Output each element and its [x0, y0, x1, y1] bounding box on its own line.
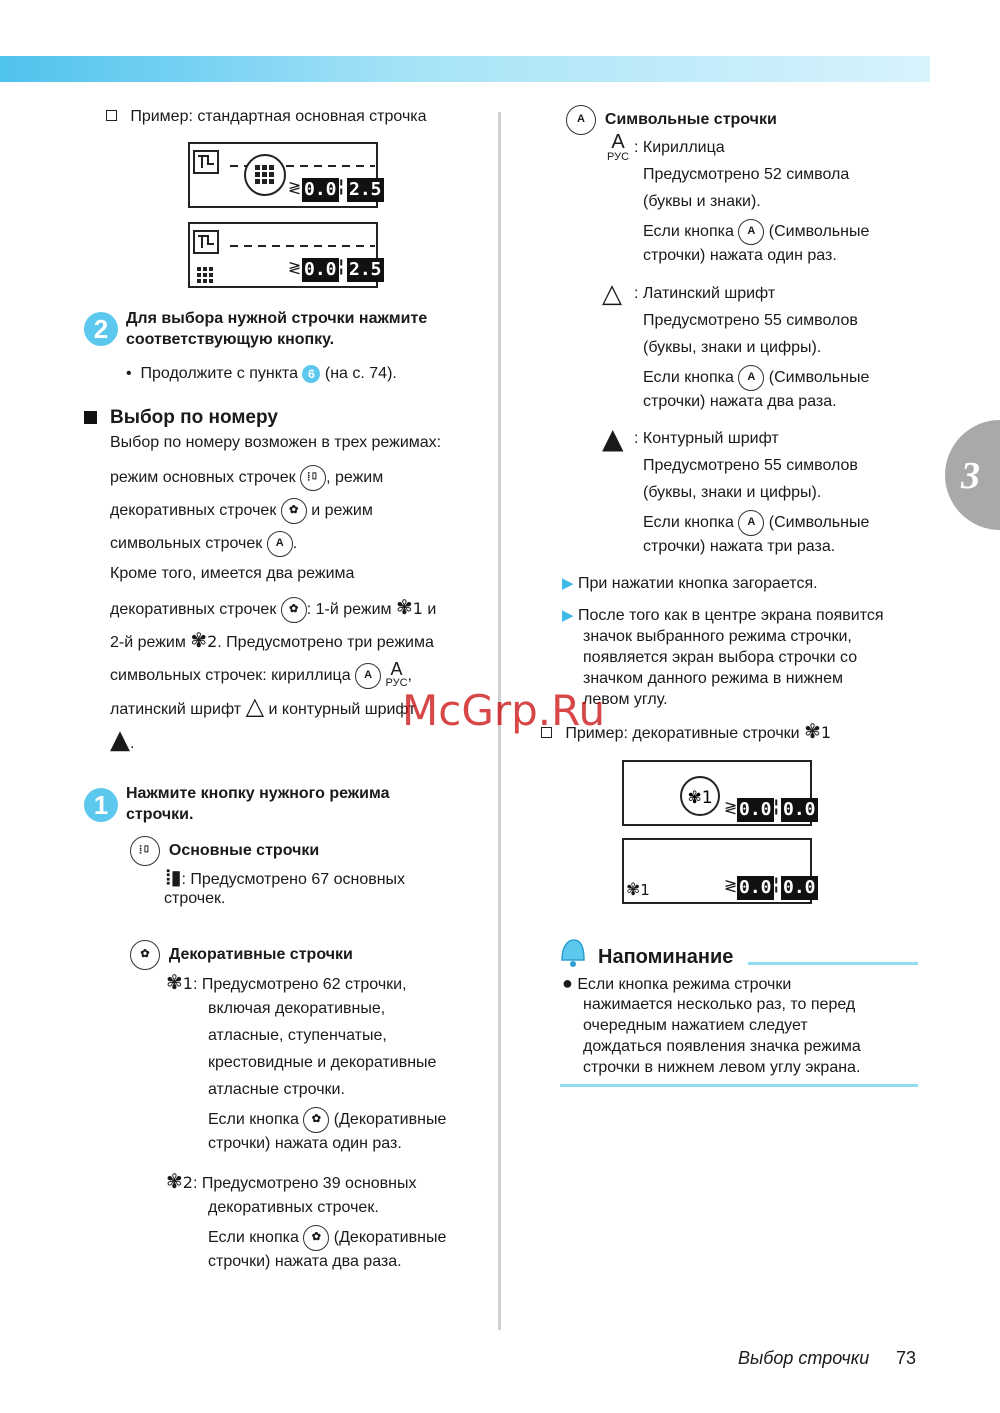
decorative-mode-center-icon — [678, 774, 722, 818]
outline-font-icon: ▲ — [110, 725, 130, 755]
deco-1-text-3: атласные, ступенчатые, — [208, 1027, 387, 1044]
deco-2-text-3: Если кнопка ✿ (Декоративные — [208, 1225, 446, 1251]
character-button-icon: A — [267, 531, 293, 557]
result-2: ▶ После того как в центре экрана появится — [562, 607, 884, 624]
width-value: 0.0 — [739, 799, 772, 820]
separator-icon: ¦ — [339, 258, 344, 275]
decorative-stitch-button-icon: ✿ — [303, 1225, 329, 1251]
cyrillic-label: : Кириллица — [634, 139, 725, 156]
zigzag-width-icon: ≷ — [288, 178, 302, 197]
character-stitch-heading: A Символьные строчки — [566, 105, 777, 135]
basic-stitch-mode-icon: ⦙▮ — [166, 865, 182, 889]
section-text-6: декоративных строчек ✿ : 1-й режим ✾1 и — [110, 597, 436, 623]
step-2-title-1: Для выбора нужной строчки нажмите — [126, 310, 428, 327]
latin-font-icon: △ — [602, 279, 622, 309]
decorative-mode-1-icon: ✾1 — [804, 719, 832, 743]
lcd-screen-3 — [622, 760, 816, 826]
length-value: 0.0 — [783, 877, 816, 898]
watermark: McGrp.Ru — [402, 686, 606, 735]
character-button-icon: A — [566, 105, 596, 135]
footer-section: Выбор строчки — [738, 1348, 870, 1368]
checkbox-icon — [106, 110, 117, 121]
deco-1-text-4: крестовидные и декоративные — [208, 1054, 437, 1071]
outline-text-3: Если кнопка A (Символьные — [643, 510, 869, 536]
width-value: 0.0 — [304, 179, 337, 200]
length-value: 2.5 — [349, 259, 382, 280]
character-button-icon: A — [355, 663, 381, 689]
lcd-screen-2 — [188, 222, 382, 288]
outline-text-1: Предусмотрено 55 символов — [643, 457, 858, 474]
latin-font-icon: △ — [245, 692, 265, 720]
lcd-screen-1 — [188, 142, 382, 208]
latin-text-3: Если кнопка A (Символьные — [643, 365, 869, 391]
result-2-line-5: левом углу. — [583, 691, 668, 708]
arrow-right-icon: ▶ — [562, 575, 574, 592]
deco-1-text-6: Если кнопка ✿ (Декоративные — [208, 1107, 446, 1133]
zigzag-width-icon: ≷ — [724, 876, 738, 895]
step-1-title-2: строчки. — [126, 806, 194, 823]
decorative-stitch-button-icon: ✿ — [130, 940, 160, 970]
character-button-icon: A — [738, 219, 764, 245]
deco-1-text-1: ✾1: Предусмотрено 62 строчки, — [166, 970, 407, 994]
step-2-number: 2 — [84, 312, 118, 346]
cyrillic-text-3: Если кнопка A (Символьные — [643, 219, 869, 245]
separator-icon: ¦ — [774, 876, 779, 893]
basic-stitch-text-1: ⦙▮: Предусмотрено 67 основных — [166, 865, 406, 889]
separator-icon: ¦ — [774, 798, 779, 815]
basic-stitch-text-2: строчек. — [164, 890, 226, 907]
cyrillic-font-icon: A РУС — [385, 658, 408, 689]
decorative-mode-1-icon: ✾1 — [166, 970, 193, 994]
outline-font-icon: ▲ — [602, 422, 624, 455]
note-text-3: очередным нажатием следует — [583, 1017, 808, 1034]
decorative-mode-1-icon: ✾1 — [626, 880, 650, 900]
decorative-mode-2-icon: ✾2 — [166, 1169, 193, 1193]
section-text-4: символьных строчек A . — [110, 531, 297, 557]
outline-text-4: строчки) нажата три раза. — [643, 538, 836, 555]
section-text-3: декоративных строчек ✿ и режим — [110, 498, 373, 524]
decorative-stitch-button-icon: ✿ — [281, 597, 307, 623]
character-button-icon: A — [738, 365, 764, 391]
section-text-7: 2-й режим ✾2. Предусмотрено три режима — [110, 628, 434, 652]
presser-foot-icon — [192, 228, 226, 258]
length-value: 0.0 — [783, 799, 816, 820]
note-title: Напоминание — [598, 946, 734, 968]
step-1-title-1: Нажмите кнопку нужного режима — [126, 785, 390, 802]
stitch-mode-icon — [242, 152, 288, 198]
basic-stitch-heading: ⦙▯ Основные строчки — [130, 836, 319, 866]
zigzag-width-icon: ≷ — [724, 798, 738, 817]
decorative-mode-1-icon: ✾1 — [395, 595, 423, 620]
latin-label: : Латинский шрифт — [634, 285, 776, 302]
chapter-number: 3 — [961, 455, 980, 497]
step-2-title-2: соответствующую кнопку. — [126, 331, 335, 348]
header-band — [0, 56, 930, 82]
basic-stitch-mode-icon — [196, 266, 214, 284]
decorative-stitch-button-icon: ✿ — [303, 1107, 329, 1133]
latin-text-1: Предусмотрено 55 символов — [643, 312, 858, 329]
length-value: 2.5 — [349, 179, 382, 200]
presser-foot-icon — [192, 148, 226, 178]
note-text-4: дождаться появления значка режима — [583, 1038, 861, 1055]
latin-text-2: (буквы, знаки и цифры). — [643, 339, 822, 356]
deco-2-text-4: строчки) нажата два раза. — [208, 1253, 402, 1270]
result-1: ▶ При нажатии кнопка загорается. — [562, 575, 818, 592]
deco-2-text-1: ✾2: Предусмотрено 39 основных — [166, 1169, 417, 1193]
deco-1-text-7: строчки) нажата один раз. — [208, 1135, 402, 1152]
section-text-9: латинский шрифт △ и контурный шрифт — [110, 692, 416, 720]
deco-2-text-2: декоративных строчек. — [208, 1199, 379, 1216]
step-ref-badge: 6 — [302, 365, 320, 383]
chapter-tab[interactable] — [945, 420, 1000, 530]
note-rule-top — [748, 962, 918, 965]
note-text-2: нажимается несколько раз, то перед — [583, 996, 856, 1013]
svg-text:✾1: ✾1 — [687, 788, 713, 808]
width-value: 0.0 — [304, 259, 337, 280]
cyrillic-text-1: Предусмотрено 52 символа — [643, 166, 850, 183]
decorative-mode-2-icon: ✾2 — [190, 628, 218, 652]
latin-text-4: строчки) нажата два раза. — [643, 393, 837, 410]
section-text-5: Кроме того, имеется два режима — [110, 565, 355, 582]
example-1: Пример: стандартная основная строчка — [106, 107, 427, 127]
step-1-number: 1 — [84, 788, 118, 822]
section-title: Выбор по номеру — [110, 407, 278, 428]
arrow-right-icon: ▶ — [562, 607, 574, 624]
zigzag-width-icon: ≷ — [288, 258, 302, 277]
example-2: Пример: декоративные строчки ✾1 — [541, 721, 831, 744]
deco-1-text-5: атласные строчки. — [208, 1081, 345, 1098]
result-2-line-3: появляется экран выбора строчки со — [583, 649, 858, 666]
outline-text-2: (буквы, знаки и цифры). — [643, 484, 822, 501]
note-text-5: строчки в нижнем левом углу экрана. — [583, 1059, 861, 1076]
section-text-8: символьных строчек: кириллица A A РУС, — [110, 658, 412, 689]
section-bullet — [84, 411, 97, 429]
cyrillic-text-2: (буквы и знаки). — [643, 193, 761, 210]
decorative-stitch-heading: ✿ Декоративные строчки — [130, 940, 353, 970]
dash-line — [230, 232, 375, 252]
bullet-dot-icon: ● — [562, 973, 573, 993]
deco-1-text-2: включая декоративные, — [208, 1000, 386, 1017]
bell-icon — [554, 934, 590, 970]
basic-stitch-button-icon: ⦙▯ — [130, 836, 160, 866]
lcd-screen-4 — [622, 838, 816, 904]
separator-icon: ¦ — [339, 178, 344, 195]
result-2-line-4: значком данного режима в нижнем — [583, 670, 843, 687]
decorative-stitch-button-icon: ✿ — [281, 498, 307, 524]
result-2-line-2: значок выбранного режима строчки, — [583, 628, 852, 645]
width-value: 0.0 — [739, 877, 772, 898]
outline-label: : Контурный шрифт — [634, 430, 779, 447]
note-text-1: ● Если кнопка режима строчки — [562, 973, 792, 993]
section-text-1: Выбор по номеру возможен в трех режимах: — [110, 434, 442, 451]
step-2-bullet: • Продолжите с пункта 6 (на с. 74). — [126, 365, 397, 382]
cyrillic-font-icon: A РУС — [606, 131, 630, 163]
basic-stitch-button-icon: ⦙▯ — [300, 465, 326, 491]
note-rule-bottom — [560, 1084, 918, 1087]
page-number: 73 — [896, 1348, 917, 1368]
section-text-2: режим основных строчек ⦙▯ , режим — [110, 465, 383, 491]
character-button-icon: A — [738, 510, 764, 536]
cyrillic-text-4: строчки) нажата один раз. — [643, 247, 837, 264]
section-text-10: ▲. — [110, 725, 135, 755]
